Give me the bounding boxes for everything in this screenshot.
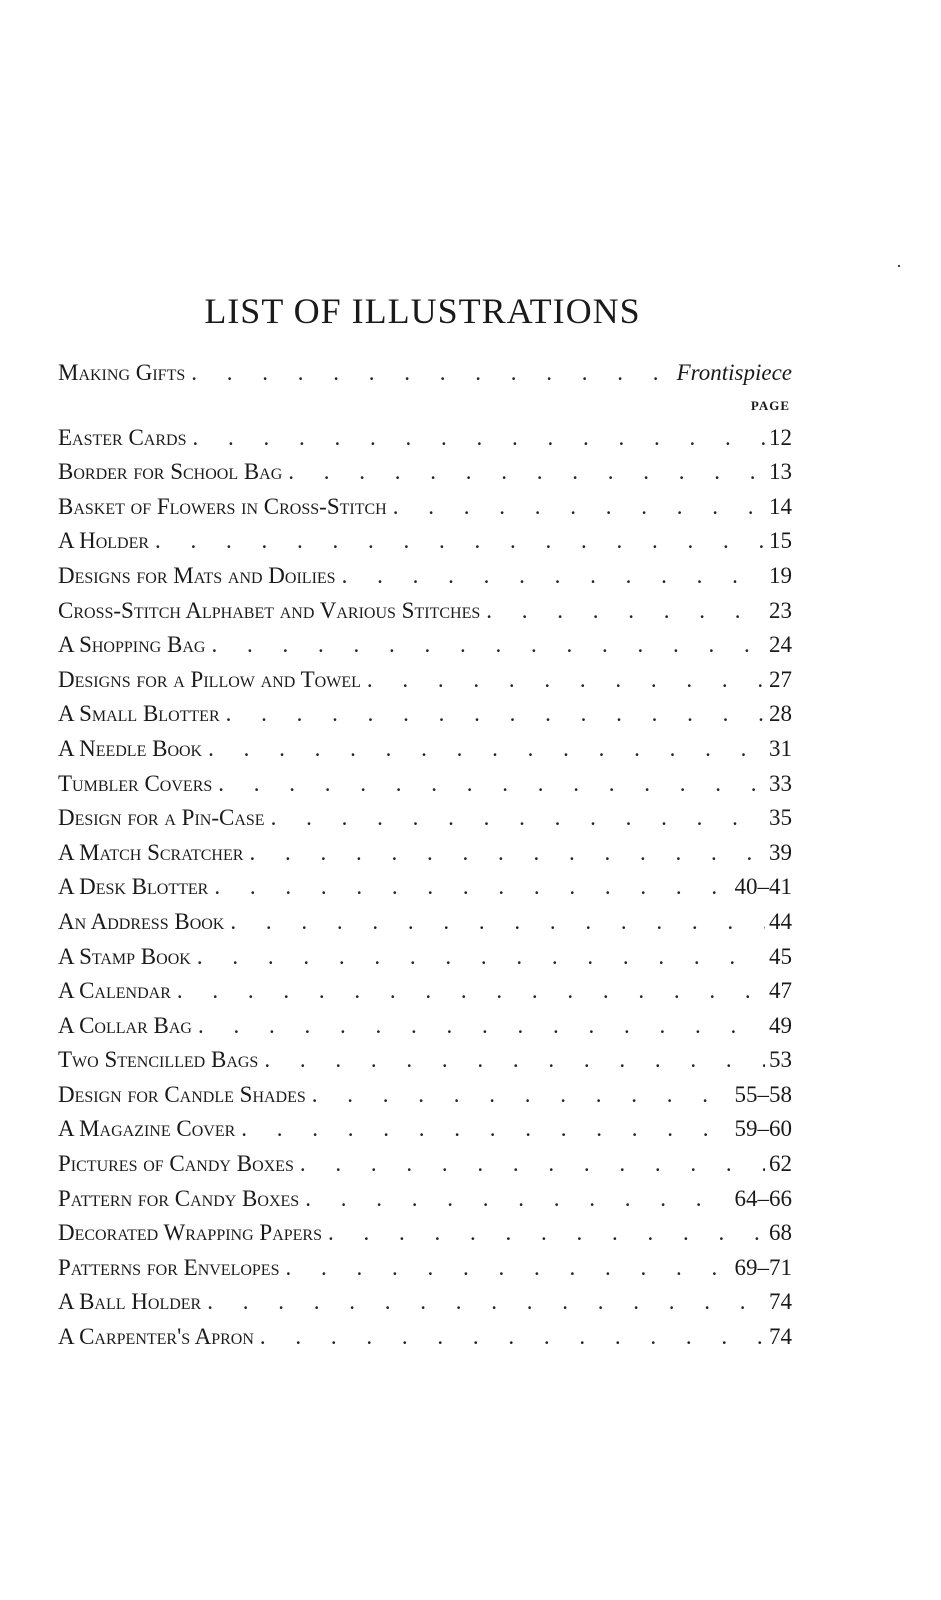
list-item-page: 64–66: [734, 1185, 792, 1211]
list-item: [58, 1009, 792, 1044]
list-item-label: A Calendar: [58, 978, 171, 1004]
list-item-label: A Carpenter's Apron: [58, 1324, 254, 1350]
list-item-page: 33: [769, 770, 792, 796]
list-item-page: Frontispiece: [676, 360, 792, 385]
list-item-page: 69–71: [734, 1254, 792, 1280]
list-item-page: 15: [769, 528, 792, 554]
dot-leader: [260, 1320, 765, 1355]
list-item-label: Pictures of Candy Boxes: [58, 1151, 294, 1177]
list-item: [58, 767, 792, 802]
list-item: [58, 1251, 792, 1286]
dot-leader: [249, 836, 765, 871]
list-item: [58, 732, 792, 767]
dot-leader: [226, 697, 765, 732]
list-item-label: Border for School Bag: [58, 459, 283, 485]
dot-leader: [288, 455, 765, 490]
list-item-label: Design for a Pin-Case: [58, 805, 265, 831]
list-item-page: 45: [769, 943, 792, 969]
list-item-page: 31: [769, 735, 792, 761]
list-item-label: A Magazine Cover: [58, 1116, 236, 1142]
list-item-label: A Needle Book: [58, 735, 203, 761]
list-item-label: A Stamp Book: [58, 943, 191, 969]
list-item-label: A Ball Holder: [58, 1289, 202, 1315]
list-item-page: 14: [769, 493, 792, 519]
list-item: [58, 801, 792, 836]
dot-leader: [300, 1147, 765, 1182]
list-item-page: 59–60: [734, 1116, 792, 1142]
dot-leader: [285, 1251, 730, 1286]
list-item: [58, 1147, 792, 1182]
dot-leader: [328, 1216, 765, 1251]
list-item-label: A Match Scratcher: [58, 839, 244, 865]
list-item-page: 47: [769, 978, 792, 1004]
list-item: [58, 1112, 792, 1147]
list-item: [58, 628, 792, 663]
dot-leader: [207, 1285, 765, 1320]
list-item-label: Basket of Flowers in Cross-Stitch: [58, 493, 387, 519]
list-item: [58, 974, 792, 1009]
list-item-label: Designs for Mats and Doilies: [58, 562, 336, 588]
list-item-page: 28: [769, 701, 792, 727]
dot-leader: [197, 940, 765, 975]
list-item-label: Patterns for Envelopes: [58, 1254, 280, 1280]
list-item-page: 12: [769, 424, 792, 450]
list-item: [58, 524, 792, 559]
list-item: [58, 1285, 792, 1320]
list-item-label: Easter Cards: [58, 424, 187, 450]
dot-leader: [271, 801, 765, 836]
dot-leader: [264, 1043, 765, 1078]
list-item-page: 44: [769, 908, 792, 934]
dot-leader: [342, 559, 765, 594]
list-item-label: Two Stencilled Bags: [58, 1047, 259, 1073]
dot-leader: [198, 1009, 765, 1044]
dot-leader: [393, 490, 765, 525]
list-item-page: 53: [769, 1047, 792, 1073]
list-item-label: Design for Candle Shades: [58, 1081, 306, 1107]
list-item: [58, 559, 792, 594]
entries-list: [58, 421, 792, 1355]
list-item: [58, 697, 792, 732]
dot-leader: [218, 767, 765, 802]
list-item: [58, 1182, 792, 1217]
list-item-label: A Small Blotter: [58, 701, 220, 727]
list-item-label: A Shopping Bag: [58, 632, 206, 658]
list-item-page: 55–58: [734, 1081, 792, 1107]
list-item: [58, 1320, 792, 1355]
illustrations-list: [58, 356, 792, 1355]
list-item-page: 62: [769, 1151, 792, 1177]
list-item: [58, 594, 792, 629]
list-item-label: A Collar Bag: [58, 1012, 192, 1038]
dot-leader: [208, 732, 765, 767]
list-item-page: 74: [769, 1289, 792, 1315]
dot-leader: [312, 1078, 731, 1113]
list-item-page: 24: [769, 632, 792, 658]
list-item: [58, 1078, 792, 1113]
list-item-page: 39: [769, 839, 792, 865]
dot-leader: [177, 974, 765, 1009]
list-item: [58, 1216, 792, 1251]
list-item: [58, 870, 792, 905]
list-item-label: An Address Book: [58, 908, 225, 934]
list-item-page: 49: [769, 1012, 792, 1038]
list-item-page: 27: [769, 666, 792, 692]
list-item: [58, 940, 792, 975]
list-item-page: 13: [769, 459, 792, 485]
dot-leader: [305, 1182, 730, 1217]
page-speck: [898, 265, 900, 267]
dot-leader: [155, 524, 765, 559]
list-item-label: A Desk Blotter: [58, 874, 209, 900]
list-item-page: 19: [769, 562, 792, 588]
dot-leader: [230, 905, 765, 940]
page-column-heading: PAGE: [750, 397, 790, 413]
list-item-page: 74: [769, 1324, 792, 1350]
dot-leader: [193, 421, 766, 456]
dot-leader: [214, 870, 730, 905]
list-item-label: A Holder: [58, 528, 150, 554]
dot-leader: [211, 628, 765, 663]
list-item-label: Pattern for Candy Boxes: [58, 1185, 300, 1211]
list-item: [58, 455, 792, 490]
list-item-page: 23: [769, 597, 792, 623]
list-item-page: 40–41: [734, 874, 792, 900]
list-item-label: Cross-Stitch Alphabet and Various Stitches: [58, 597, 481, 623]
dot-leader: [241, 1112, 730, 1147]
list-item: [58, 836, 792, 871]
list-item: [58, 663, 792, 698]
list-item-label: Tumbler Covers: [58, 770, 213, 796]
list-item-frontispiece: [58, 356, 792, 391]
list-item-label: Making Gifts: [58, 360, 186, 385]
list-item-label: Designs for a Pillow and Towel: [58, 666, 361, 692]
list-item-page: 35: [769, 805, 792, 831]
list-item-page: 68: [769, 1220, 792, 1246]
list-item-label: Decorated Wrapping Papers: [58, 1220, 323, 1246]
list-item: [58, 490, 792, 525]
dot-leader: [191, 356, 672, 391]
list-item: [58, 421, 792, 456]
dot-leader: [486, 594, 765, 629]
page-title: LIST OF ILLUSTRATIONS: [204, 291, 641, 331]
list-item: [58, 1043, 792, 1078]
dot-leader: [367, 663, 765, 698]
list-item: [58, 905, 792, 940]
